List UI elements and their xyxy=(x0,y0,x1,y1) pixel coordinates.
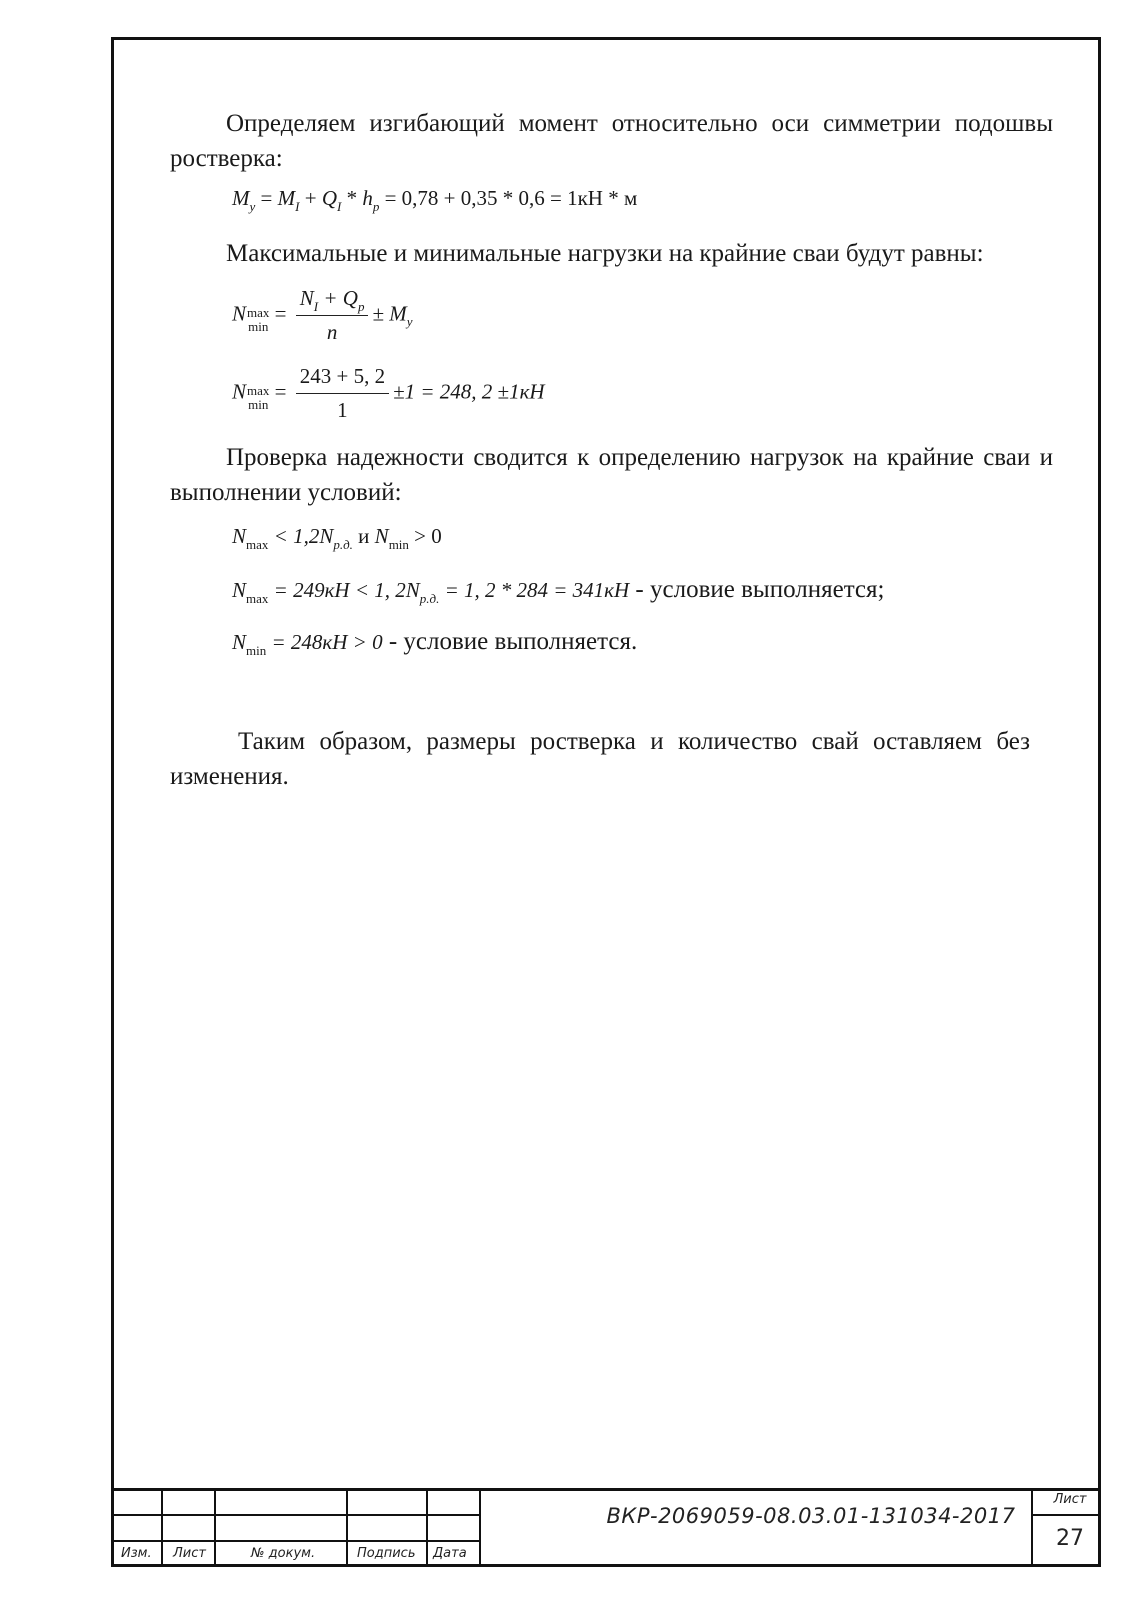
fraction: $\frac{243 + 5, 2}{1}$ xyxy=(296,364,389,423)
label-podpis: Подпись xyxy=(357,1546,416,1561)
fraction: $\frac{N_I + Q_p}{n}$ xyxy=(296,286,369,345)
formula-nmax-check: $N_{max} = 249кН < 1$, $2N_{р.д.} = 1$, 2 * 284 = 341кН - условие выполняется; xyxy=(232,576,885,606)
formula-nmin-check: $N_{min} = 248кН > 0$ - условие выполняется. xyxy=(232,628,638,658)
sheet-label: Лист xyxy=(1053,1492,1087,1507)
label-data: Дата xyxy=(433,1546,467,1561)
paragraph-reliability-check: Проверка надежности сводится к определению нагрузок на крайние сваи и выполнении условий: xyxy=(170,444,1053,506)
formula-nmax-general: N max min = $\frac{N_I + Q_p}{n}$ ± $M_y$ xyxy=(232,286,413,344)
label-izm: Изм. xyxy=(121,1546,152,1561)
label-dokum: № докум. xyxy=(251,1546,316,1561)
document-code: ВКР-2069059-08.03.01-131034-2017 xyxy=(606,1504,1016,1528)
paragraph-bending-moment: Определяем изгибающий момент относительно оси симметрии подошвы ростверка: xyxy=(170,110,1053,172)
formula-moment: $M_y = M_I + Q_I * h_p = 0,78 + 0,35 * 0,6 = 1кН * м$ xyxy=(232,186,638,214)
paragraph-max-min-loads: Максимальные и минимальные нагрузки на крайние сваи будут равны: xyxy=(226,240,984,267)
formula-conditions: $N_{max} < 1,2N_{р.д.}$ и $N_{min} > 0$ xyxy=(232,524,442,552)
title-block xyxy=(111,1488,1101,1567)
formula-nmax-numeric: N max min = $\frac{243 + 5, 2}{1}$ ±1 = 248, 2 ±1кН xyxy=(232,364,545,422)
sheet-number: 27 xyxy=(1056,1526,1084,1551)
paragraph-conclusion: Таким образом, размеры ростверка и количество свай оставляем без изменения. xyxy=(170,728,1030,790)
label-list: Лист xyxy=(173,1546,206,1561)
